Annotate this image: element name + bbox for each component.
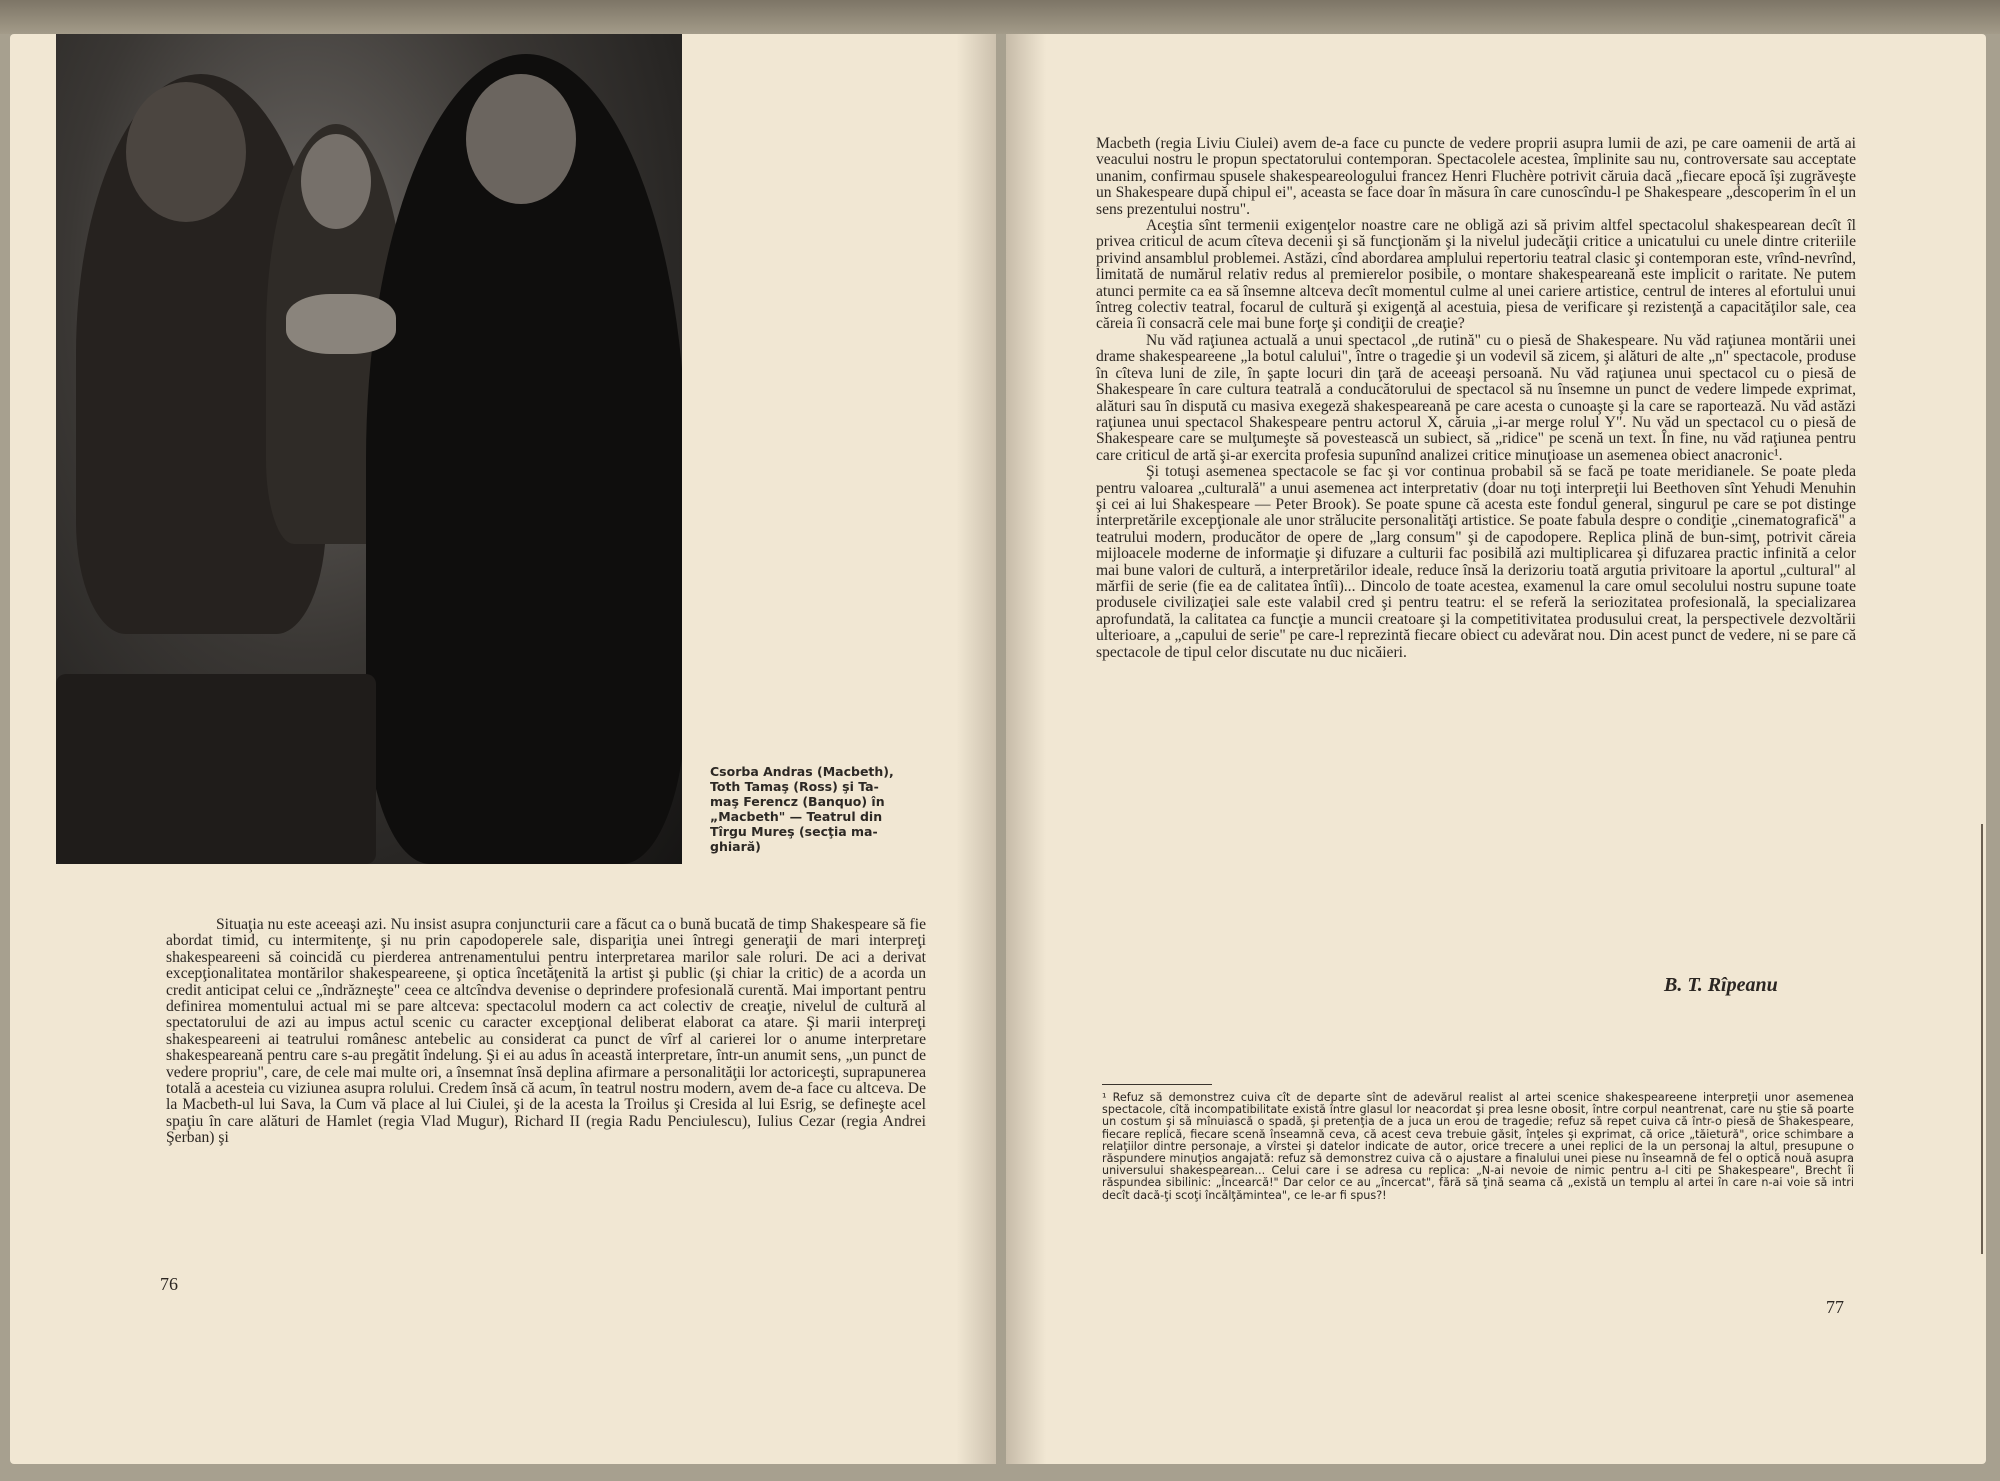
caption-line: Tîrgu Mureş (secţia ma-	[710, 824, 878, 839]
right-body-text	[1096, 136, 1856, 661]
photo-caption	[710, 764, 935, 854]
page-number-left: 76	[160, 1274, 178, 1294]
paragraph: Macbeth (regia Liviu Ciulei) avem de-a face cu puncte de vedere proprii asupra lumii de azi, pe care oamenii de artă ai veacului nostru le propun spectatorului contemporan. Spectacolele acestea, împlinite sau nu, controversate sau acceptate unanim, confirmau spusele shakespeareologului francez Henri Fluchère potrivit căruia dacă „fiecare epocă îşi zugrăveşte un Shakespeare după chipul ei", aceasta se face doar în măsura în care cunoscîndu-l pe Shakespeare „descoperim în el un sens prezentului nostru".	[1096, 135, 1856, 218]
caption-line: Toth Tamaş (Ross) şi Ta-	[710, 779, 879, 794]
caption-line: ghiară)	[710, 839, 761, 854]
paragraph: Şi totuşi asemenea spectacole se fac şi vor continua probabil să se facă pe toate meridianele. Se poate pleda pentru valoarea „culturală" a unui asemenea act interpretativ (doar nu toţi interpreţii lui Beethoven sînt Yehudi Menuhin şi cei ai lui Shakespeare — Peter Brook). Se poate spune că acesta este fondul general, singurul pe care se pot distinge interpretările excepţionale ale unor strălucite personalităţi artistice. Se poate fabula despre o condiţie „cinematografică" a teatrului modern, producător de opere de „larg consum" şi de capodopere. Replica plină de bun-simţ, potrivit căreia mijloacele moderne de informaţie şi difuzare a culturii fac posibilă azi multiplicarea şi difuzarea practic infinită a celor mai bune valori de cultură, a interpretărilor ideale, reduce însă la derizoriu toată argutia privitoare la aportul „cultural" al mărfii de serie (fie ea de calitatea întîi)... Dincolo de toate acestea, examenul la care omul secolului nostru supune toate produsele civilizaţiei sale este valabil cred şi pentru teatru: el se referă la seriozitatea profesională, la specializarea aprofundată, la calitatea ca funcţie a muncii creatoare şi la competitivitatea produsului creat, la perspectivele dezvoltării ulterioare, a „capului de serie" pe care-l reprezintă fiecare obiect cu adevărat nou. Din acest punct de vedere, ni se pare că spectacole de tipul celor discutate nu duc nicăieri.	[1096, 463, 1856, 661]
caption-line: „Macbeth" — Teatrul din	[710, 809, 883, 824]
page-number-right: 77	[1826, 1297, 1844, 1317]
footnote: ¹ Refuz să demonstrez cuiva cît de departe sînt de adevărul realist al artei scenice shakespeareene interpreţii unor asemenea spectacole, cîtă incompatibilitate există între glasul lor neacordat şi prea lesne obosit, între corpul neantrenat, care nu ştie să poarte un costum şi să mînuiască o spadă, şi pretenţia de a juca un erou de tragedie; refuz să repet cuiva că într-o piesă de Shakespeare, fiecare replică, fiecare scenă înseamnă ceva, că acest ceva trebuie găsit, înţeles şi exprimat, că orice „tăietură", orice schimbare a relaţiilor dintre personaje, a vîrstei şi datelor indicate de autor, orice trecere a unei replici de la un personaj la altul, presupune o răspundere minuţios angajată: refuz să demonstrez cuiva că o ajustare a finalului unei piese nu înseamnă de fel o optică nouă asupra universului shakespearean... Celui care i se adresa cu replica: „N-ai nevoie de nimic pentru a-l citi pe Shakespeare", Brecht îi răspundea sibilinic: „Încearcă!" Dar celor ce au „încercat", fără să ţină seama că „există un templu al artei în care n-ai voie să intri decît dacă-ţi scoţi încălţămintea", ce le-ar fi spus?!	[1102, 1091, 1854, 1202]
right-page	[1006, 34, 1986, 1464]
footnote-divider	[1102, 1084, 1212, 1085]
paragraph: Aceştia sînt termenii exigenţelor noastre care ne obligă azi să privim altfel spectacolul shakespearean decît îl privea criticul de acum cîteva decenii şi să funcţionăm şi la nivelul judecăţii critice a unicatului cu unele dintre criteriile privind ansamblul problemei. Astăzi, cînd abordarea amplului repertoriu teatral clasic şi contemporan este, vrînd-nevrînd, limitată de numărul relativ redus al premierelor posibile, o montare shakespeareană este implicit o raritate. Ne putem atunci permite ca ea să însemne altceva decît momentul culme al unei cariere artistice, centrul de interes al efortului unui întreg colectiv teatral, focarul de cultură şi exigenţă al acestuia, piesa de verificare şi rezistenţă a capacităţilor sale, cea căreia îi consacră cele mai bune forţe şi condiţii de creaţie?	[1096, 217, 1856, 333]
caption-line: maş Ferencz (Banquo) în	[710, 794, 885, 809]
left-body-text	[166, 917, 926, 1147]
page-edge-mark	[1981, 824, 1983, 1254]
left-page	[10, 34, 996, 1464]
caption-line: Csorba Andras (Macbeth),	[710, 764, 894, 779]
paragraph: Situaţia nu este aceeaşi azi. Nu insist asupra conjuncturii care a făcut ca o bună bucată de timp Shakespeare să fie abordat timid, cu intermitenţe, şi nu prin capodoperele sale, dispariţia unei întregi generaţii de mari interpreţi shakespeareeni să coincidă cu pierderea antrenamentului pentru interpretarea marilor sale roluri. De aci a derivat excepţionalitatea montărilor shakespeareene, şi optica încetăţenită la artist şi public (şi chiar la critic) de a acorda un credit anticipat celui ce „îndrăzneşte" ceea ce altcîndva devenise o deprindere profesională curentă. Mai important pentru definirea momentului actual mi se pare altceva: spectacolul modern ca act colectiv de creaţie, nivelul de cultură al spectatorului de azi au impus actul scenic cu caracter excepţional deliberat elaborat ca atare. Şi marii interpreţi shakespeareeni ai teatrului românesc antebelic au considerat ca punct de vîrf al carierei lor o anume interpretare shakespeareană pentru care s-au pregătit îndelung. Şi ei au adus în această interpretare, într-un anumit sens, „un punct de vedere propriu", care, de cele mai multe ori, a însemnat însă deplina afirmare a personalităţii lor actoriceşti, suprapunerea totală a acesteia cu viziunea asupra rolului. Credem însă că acum, în teatrul nostru modern, avem de-a face cu altceva. De la Macbeth-ul lui Sava, la Cum vă place al lui Ciulei, şi de la acesta la Troilus şi Cresida al lui Esrig, se defineşte acel spaţiu în care alături de Hamlet (regia Vlad Mugur), Richard II (regia Radu Penciulescu), Iulius Cezar (regia Andrei Şerban) şi	[166, 916, 926, 1147]
author-signature: B. T. Rîpeanu	[1664, 974, 1778, 996]
book-edge	[0, 0, 2000, 34]
paragraph: Nu văd raţiunea actuală a unui spectacol „de rutină" cu o piesă de Shakespeare. Nu văd raţiunea montării unei drame shakespeareene „la botul calului", între o tragedie şi un vodevil să zicem, şi alături de alte „n" spectacole, produse în cîteva luni de zile, în şapte locuri din ţară de aceeaşi persoană. Nu văd raţiunea unui spectacol cu o piesă de Shakespeare în care cultura teatrală a conducătorului de spectacol să nu însemne un punct de vedere limpede exprimat, alături sau în dispută cu masiva exegeză shakespeareană pe care acesta o cunoaşte şi la care se raportează. Nu văd astăzi raţiunea unui spectacol Shakespeare pentru actorul X, căruia „i-ar merge rolul Y". Nu văd un spectacol cu o piesă de Shakespeare care se mulţumeşte să povestească un subiect, să „ridice" pe scenă un text. În fine, nu văd raţiunea pentru care criticul de artă şi-ar exercita profesia supunînd analizei critice minuţioase un asemenea obiect anacronic¹.	[1096, 331, 1856, 464]
theatre-photo-icon	[56, 34, 682, 864]
